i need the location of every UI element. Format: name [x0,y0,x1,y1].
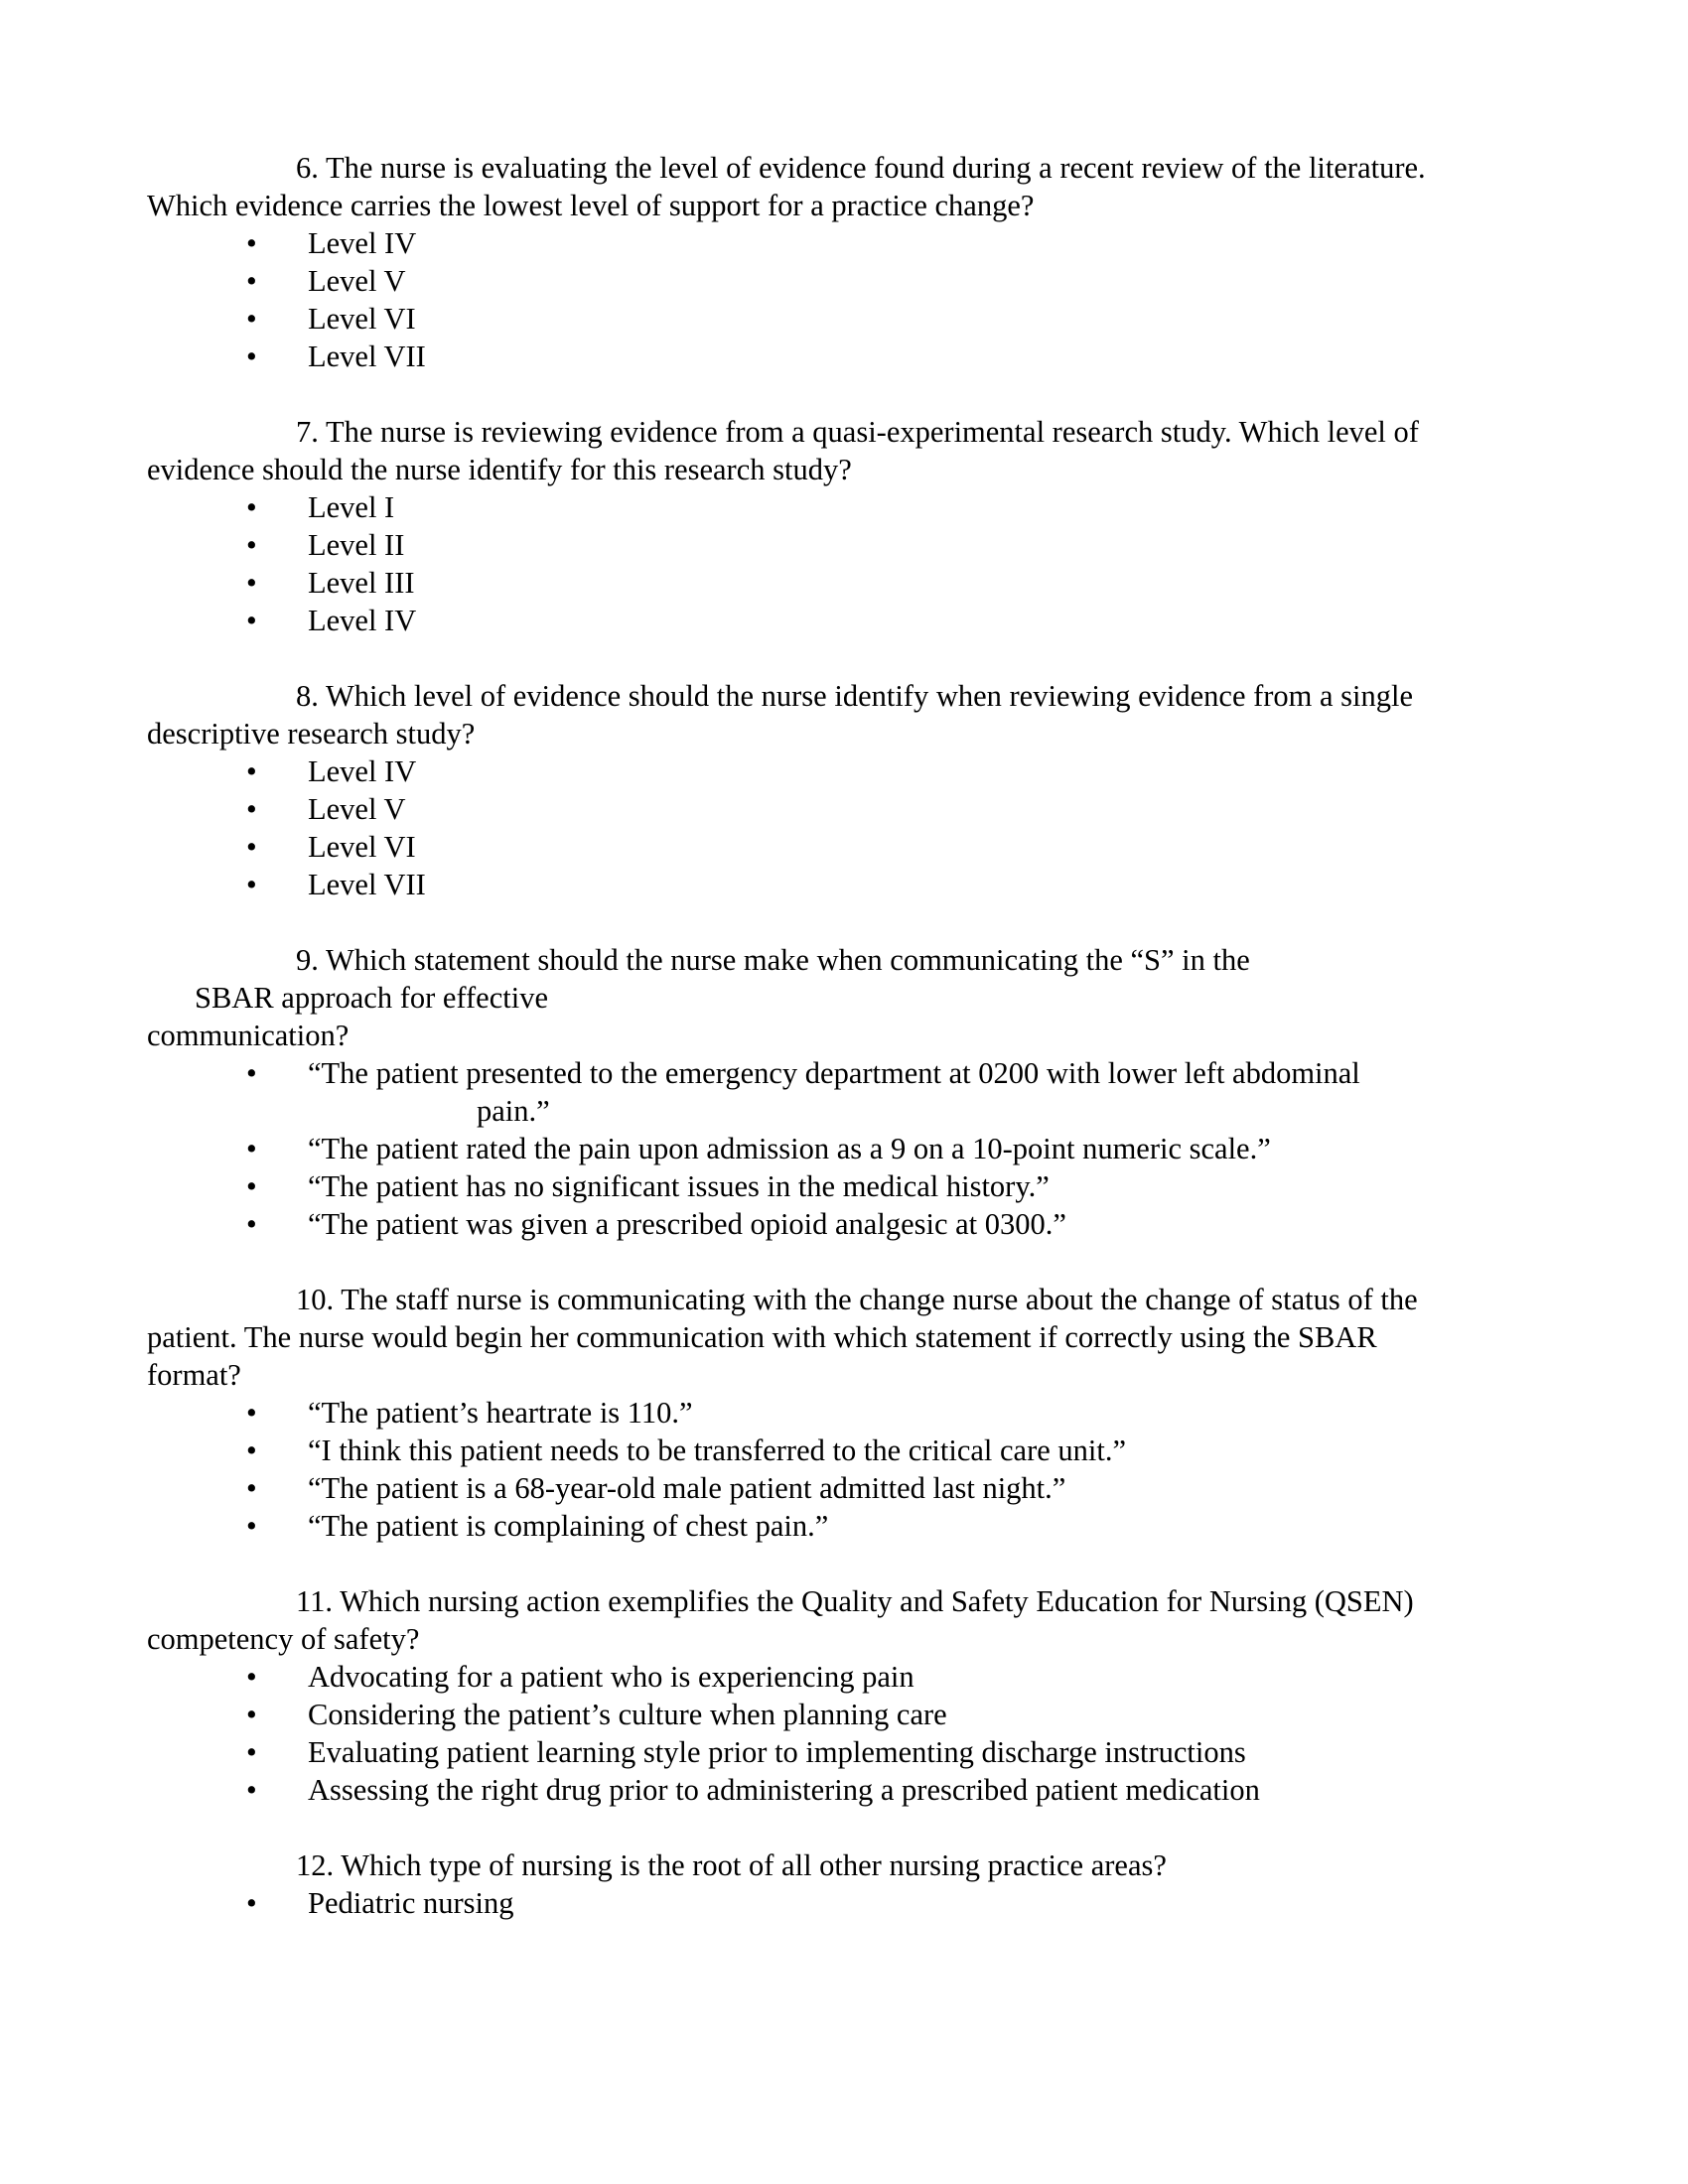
option-item[interactable] [147,1771,1440,1809]
option-label: “The patient presented to the emergency department at 0200 with lower left abdominal [308,1056,1360,1090]
option-label: Level VII [308,340,426,373]
option-label: Level V [308,792,406,826]
bullet-icon: • [246,340,257,373]
option-item[interactable] [147,488,1440,526]
option-label: “The patient has no significant issues in the medical history.” [308,1169,1050,1203]
option-list-8 [147,752,1440,903]
bullet-icon: • [246,1509,257,1543]
option-item[interactable] [147,1469,1440,1507]
option-item[interactable] [147,338,1440,375]
paragraph-spacer [147,1243,1440,1281]
paragraph-spacer [147,1545,1440,1582]
option-label: Assessing the right drug prior to administering a prescribed patient medication [308,1773,1260,1807]
option-label: “The patient rated the pain upon admission as a 9 on a 10-point numeric scale.” [308,1132,1271,1165]
bullet-icon: • [246,1660,257,1694]
option-item[interactable] [147,1507,1440,1545]
bullet-icon: • [246,1396,257,1430]
bullet-icon: • [246,302,257,336]
bullet-icon: • [246,490,257,524]
bullet-icon: • [246,1735,257,1769]
bullet-icon: • [246,1698,257,1731]
question-stem-9-line2: SBAR approach for effective [195,981,548,1015]
paragraph-spacer [147,639,1440,677]
bullet-icon: • [246,528,257,562]
paragraph-spacer [147,375,1440,413]
question-stem-11: 11. Which nursing action exemplifies the Quality and Safety Education for Nursing (QSEN) competency of safety? [147,1584,1414,1656]
option-item[interactable] [147,1658,1440,1696]
question-stem-9-line3: communication? [147,1019,350,1052]
option-item[interactable] [147,752,1440,790]
bullet-icon: • [246,792,257,826]
option-label: “The patient is complaining of chest pain.” [308,1509,829,1543]
option-list-12 [147,1884,1440,1922]
question-stem-6: 6. The nurse is evaluating the level of evidence found during a recent review of the literature. Which evidence carries the lowest level of support for a practice change? [147,151,1426,222]
option-item[interactable] [147,1054,1440,1130]
bullet-icon: • [246,1886,257,1920]
option-item[interactable] [147,1167,1440,1205]
option-label: Level II [308,528,405,562]
option-label: Level VI [308,830,416,864]
bullet-icon: • [246,830,257,864]
option-list-10 [147,1394,1440,1545]
question-stem-7: 7. The nurse is reviewing evidence from a quasi-experimental research study. Which level of evidence should the nurse identify for this research study? [147,415,1419,486]
option-item[interactable] [147,262,1440,300]
option-label: Level IV [308,754,417,788]
option-list-9 [147,1054,1440,1243]
option-item[interactable] [147,564,1440,602]
option-item[interactable] [147,1696,1440,1733]
bullet-icon: • [246,1132,257,1165]
bullet-icon: • [246,1056,257,1090]
option-item[interactable] [147,1130,1440,1167]
bullet-icon: • [246,566,257,600]
option-list-11 [147,1658,1440,1809]
option-label: “The patient’s heartrate is 110.” [308,1396,693,1430]
bullet-icon: • [246,226,257,260]
option-item[interactable] [147,1394,1440,1432]
option-item[interactable] [147,1733,1440,1771]
option-label: “The patient was given a prescribed opioid analgesic at 0300.” [308,1207,1066,1241]
bullet-icon: • [246,604,257,637]
bullet-icon: • [246,1433,257,1467]
bullet-icon: • [246,868,257,901]
option-label: Pediatric nursing [308,1886,514,1920]
option-item[interactable] [147,866,1440,903]
option-item[interactable] [147,828,1440,866]
bullet-icon: • [246,1207,257,1241]
option-item[interactable] [147,300,1440,338]
option-label: Advocating for a patient who is experiencing pain [308,1660,914,1694]
option-item[interactable] [147,526,1440,564]
bullet-icon: • [246,754,257,788]
option-label: Considering the patient’s culture when planning care [308,1698,947,1731]
option-label: Level VII [308,868,426,901]
option-item[interactable] [147,790,1440,828]
question-stem-9 [147,941,1438,1054]
option-label: Level III [308,566,415,600]
option-label: Level IV [308,226,417,260]
option-label: “The patient is a 68-year-old male patient admitted last night.” [308,1471,1066,1505]
option-list-6 [147,224,1440,375]
option-label: Level IV [308,604,417,637]
paragraph-spacer [147,1809,1440,1846]
option-label-continuation: pain.” [477,1094,550,1128]
question-stem-10: 10. The staff nurse is communicating with the change nurse about the change of status of the patient. The nurse would begin her communication with which statement if correctly using the SBAR format? [147,1283,1418,1392]
question-stem-12: 12. Which type of nursing is the root of all other nursing practice areas? [296,1848,1167,1882]
option-label: “I think this patient needs to be transferred to the critical care unit.” [308,1433,1127,1467]
bullet-icon: • [246,1471,257,1505]
option-item[interactable] [147,1205,1440,1243]
bullet-icon: • [246,264,257,298]
option-label: Evaluating patient learning style prior to implementing discharge instructions [308,1735,1246,1769]
option-label: Level VI [308,302,416,336]
option-item[interactable] [147,602,1440,639]
option-item[interactable] [147,1884,1440,1922]
paragraph-spacer [147,903,1440,941]
bullet-icon: • [246,1773,257,1807]
option-list-7 [147,488,1440,639]
option-item[interactable] [147,1432,1440,1469]
bullet-icon: • [246,1169,257,1203]
option-label: Level I [308,490,395,524]
option-item[interactable] [147,224,1440,262]
question-stem-9-line1: 9. Which statement should the nurse make when communicating the “S” in the [296,943,1250,977]
question-stem-8: 8. Which level of evidence should the nurse identify when reviewing evidence from a single descriptive research study? [147,679,1414,751]
document-body [147,149,1440,1922]
option-label: Level V [308,264,406,298]
